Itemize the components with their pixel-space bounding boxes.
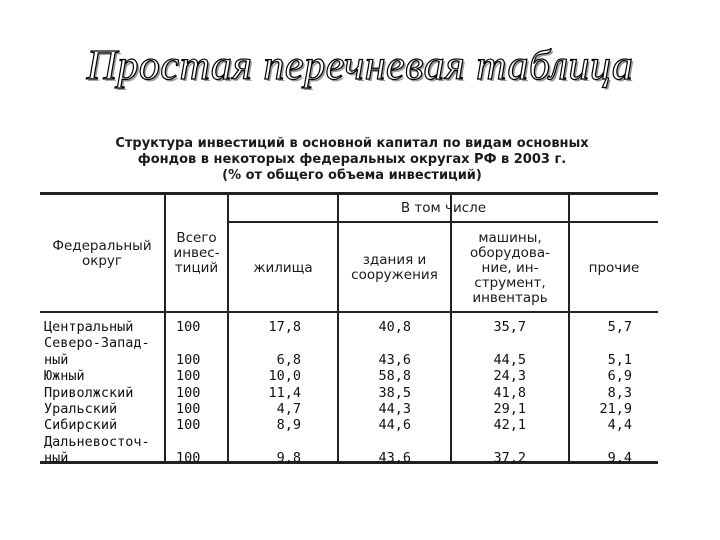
machinery-cell	[452, 434, 526, 450]
column-other	[570, 319, 632, 467]
total-cell	[176, 434, 216, 450]
total-cell	[176, 335, 216, 351]
column-buildings	[339, 319, 411, 467]
total-cell: 100	[176, 450, 201, 467]
caption-line: Структура инвестиций в основной капитал по видам основных	[115, 136, 589, 151]
machinery-cell: 37,2	[493, 450, 526, 467]
caption-line: (% от общего объема инвестиций)	[222, 168, 482, 183]
header-body-rule	[40, 311, 658, 313]
header-district: Федеральный округ	[52, 238, 152, 269]
header-buildings: здания и сооружения	[351, 252, 438, 283]
total-cell: 100	[176, 319, 201, 335]
machinery-cell: 42,1	[493, 417, 526, 434]
district-cell: Южный	[44, 368, 85, 385]
machinery-cell: 24,3	[493, 368, 526, 385]
column-machinery	[452, 319, 526, 467]
housing-cell	[229, 335, 301, 351]
district-cell: Сибирский	[44, 417, 118, 434]
district-cell: Уральский	[44, 400, 118, 417]
other-cell: 5,7	[607, 319, 632, 335]
machinery-cell	[452, 335, 526, 351]
housing-cell: 11,4	[268, 384, 301, 401]
housing-cell: 4,7	[276, 400, 301, 417]
housing-cell: 9,8	[276, 450, 301, 467]
housing-cell: 8,9	[276, 417, 301, 434]
machinery-cell: 29,1	[493, 400, 526, 417]
total-cell: 100	[176, 368, 201, 385]
buildings-cell: 44,6	[378, 417, 411, 434]
header-housing: жилища	[253, 260, 313, 276]
other-cell: 9,4	[607, 450, 632, 467]
buildings-cell: 58,8	[378, 368, 411, 385]
other-cell: 5,1	[607, 351, 632, 368]
column-housing	[229, 319, 301, 467]
total-cell: 100	[176, 400, 201, 417]
column-total	[176, 319, 216, 467]
other-cell: 21,9	[599, 400, 632, 417]
total-cell: 100	[176, 384, 201, 401]
district-cell: ный	[44, 450, 69, 467]
district-cell: Центральный	[44, 319, 134, 335]
housing-cell	[229, 434, 301, 450]
other-cell: 6,9	[607, 368, 632, 385]
buildings-cell: 40,8	[378, 319, 411, 335]
other-cell: 4,4	[607, 417, 632, 434]
investment-table	[40, 192, 658, 467]
caption-line: фондов в некоторых федеральных округах РФ в 2003 г.	[137, 152, 567, 167]
housing-cell: 6,8	[276, 351, 301, 368]
subheader-rule	[227, 221, 658, 223]
buildings-cell: 44,3	[378, 400, 411, 417]
housing-cell: 10,0	[268, 368, 301, 385]
district-cell: ный	[44, 351, 69, 368]
other-cell	[570, 335, 632, 351]
district-cell: Приволжский	[44, 384, 134, 401]
header-including: В том числе	[400, 200, 487, 216]
slide-title: Простая перечневая таблица	[86, 43, 634, 89]
machinery-cell: 44,5	[493, 351, 526, 368]
total-cell: 100	[176, 351, 201, 368]
machinery-cell: 35,7	[493, 319, 526, 335]
other-cell	[570, 434, 632, 450]
housing-cell: 17,8	[268, 319, 301, 335]
buildings-cell: 43,6	[378, 351, 411, 368]
buildings-cell	[339, 335, 411, 351]
other-cell: 8,3	[607, 384, 632, 401]
column-district	[44, 319, 162, 467]
buildings-cell: 43,6	[378, 450, 411, 467]
header-machinery: машины, оборудова- ние, ин- струмент, инвентарь	[469, 230, 551, 306]
total-cell: 100	[176, 417, 201, 434]
district-cell: Северо-Запад-	[44, 335, 150, 352]
buildings-cell	[339, 434, 411, 450]
district-cell: Дальневосточ-	[44, 433, 150, 450]
machinery-cell: 41,8	[493, 384, 526, 401]
buildings-cell: 38,5	[378, 384, 411, 401]
header-total: Всего инвес- тиций	[173, 230, 220, 276]
header-other: прочие	[588, 260, 640, 276]
table-caption	[92, 136, 612, 184]
